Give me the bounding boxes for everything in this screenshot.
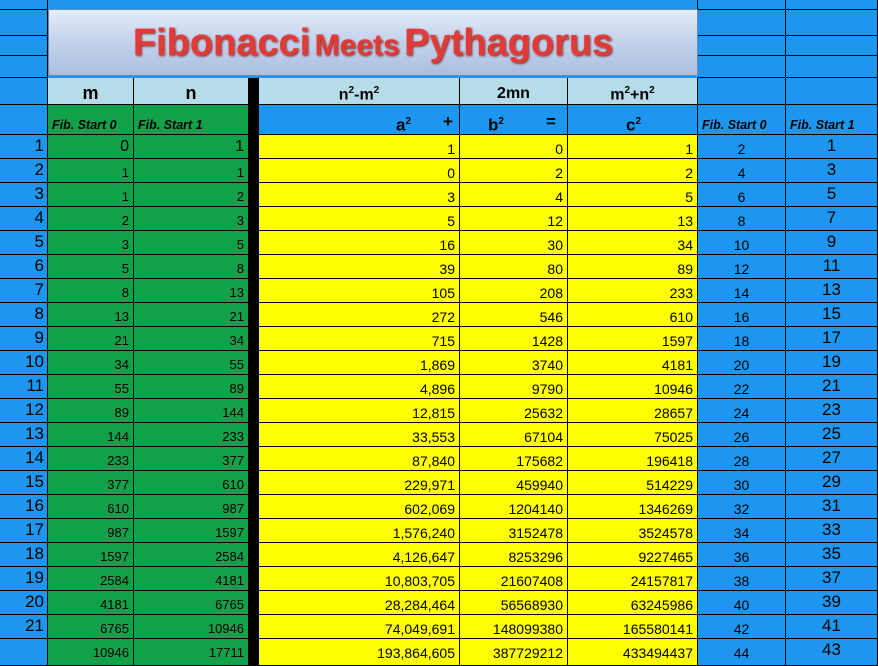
cell-n[interactable]: 987 <box>134 495 249 519</box>
formula-text: n <box>338 86 349 104</box>
header-b-formula[interactable]: 2mn <box>460 78 568 105</box>
cell-c-squared[interactable]: 28657 <box>568 399 698 423</box>
cell-m[interactable]: 144 <box>48 423 134 447</box>
cell-fib-start-0[interactable]: 30 <box>698 471 786 495</box>
title-banner[interactable] <box>48 9 698 76</box>
cell-a-squared[interactable]: 74,049,691 <box>259 615 460 639</box>
cell-fib-start-1[interactable]: 3 <box>786 159 878 183</box>
cell-a-squared[interactable]: 105 <box>259 279 460 303</box>
formula-text: m <box>610 86 625 104</box>
cell-a-squared[interactable]: 5 <box>259 207 460 231</box>
cell-fib-start-1[interactable]: 31 <box>786 495 878 519</box>
cell-c-squared[interactable]: 63245986 <box>568 591 698 615</box>
cell-fib-start-0[interactable]: 38 <box>698 567 786 591</box>
header-n[interactable]: n <box>134 78 249 105</box>
cell[interactable] <box>0 105 48 135</box>
cell-b-squared[interactable]: 4 <box>460 183 568 207</box>
cell-b-squared[interactable]: 56568930 <box>460 591 568 615</box>
cell-c-squared[interactable]: 3524578 <box>568 519 698 543</box>
cell-fib-start-1[interactable]: 9 <box>786 231 878 255</box>
cell-fib-start-0[interactable]: 40 <box>698 591 786 615</box>
cell-b-squared[interactable]: 3152478 <box>460 519 568 543</box>
cell-fib-start-1[interactable]: 7 <box>786 207 878 231</box>
cell-n[interactable]: 8 <box>134 255 249 279</box>
row-number[interactable]: 5 <box>0 231 48 255</box>
cell-fib-start-0[interactable]: 22 <box>698 375 786 399</box>
cell-fib-start-0[interactable]: 28 <box>698 447 786 471</box>
cell-b-squared[interactable]: 80 <box>460 255 568 279</box>
cell-fib-start-0[interactable]: 10 <box>698 231 786 255</box>
formula-text: +n <box>630 86 650 104</box>
title-word-meets: Meets <box>314 29 400 62</box>
formula-exp: 2 <box>649 85 655 96</box>
cell-fib-start-1[interactable]: 23 <box>786 399 878 423</box>
title-word-pythagorus: Pythagorus <box>404 22 614 64</box>
cell-m[interactable]: 89 <box>48 399 134 423</box>
cell-a-squared[interactable]: 10,803,705 <box>259 567 460 591</box>
cell-m[interactable]: 1 <box>48 159 134 183</box>
c-base: c <box>626 115 636 135</box>
cell[interactable] <box>786 78 878 105</box>
cell-a-squared[interactable]: 16 <box>259 231 460 255</box>
cell-fib-start-1[interactable]: 29 <box>786 471 878 495</box>
cell[interactable] <box>786 0 878 10</box>
row-number[interactable]: 10 <box>0 351 48 375</box>
cell-fib-start-1[interactable]: 39 <box>786 591 878 615</box>
cell-a-squared[interactable]: 1,576,240 <box>259 519 460 543</box>
formula-text: -m <box>354 86 374 104</box>
formula-exp: 2 <box>624 85 631 96</box>
cell-fib-start-1[interactable]: 25 <box>786 423 878 447</box>
cell-a-squared[interactable]: 12,815 <box>259 399 460 423</box>
cell-n[interactable]: 89 <box>134 375 249 399</box>
cell-n[interactable]: 55 <box>134 351 249 375</box>
cell-c-squared[interactable]: 165580141 <box>568 615 698 639</box>
row-number[interactable]: 16 <box>0 495 48 519</box>
cell-n[interactable]: 2584 <box>134 543 249 567</box>
cell-b-squared[interactable]: 25632 <box>460 399 568 423</box>
cell-a-squared[interactable]: 87,840 <box>259 447 460 471</box>
header-a-squared[interactable] <box>259 105 460 135</box>
c-squared-label <box>626 105 641 135</box>
cell-c-squared[interactable]: 13 <box>568 207 698 231</box>
cell-m[interactable]: 4181 <box>48 591 134 615</box>
a-base: a <box>396 115 406 135</box>
cell-c-squared[interactable]: 34 <box>568 231 698 255</box>
cell-c-squared[interactable]: 10946 <box>568 375 698 399</box>
row-number[interactable]: 3 <box>0 183 48 207</box>
cell-c-squared[interactable]: 75025 <box>568 423 698 447</box>
cell-fib-start-0[interactable]: 32 <box>698 495 786 519</box>
cell-c-squared[interactable]: 610 <box>568 303 698 327</box>
cell-a-squared[interactable]: 28,284,464 <box>259 591 460 615</box>
row-number[interactable]: 19 <box>0 567 48 591</box>
cell-m[interactable]: 233 <box>48 447 134 471</box>
cell-fib-start-0[interactable]: 26 <box>698 423 786 447</box>
cell-m[interactable]: 21 <box>48 327 134 351</box>
row-number[interactable]: 21 <box>0 615 48 639</box>
cell-c-squared[interactable]: 89 <box>568 255 698 279</box>
cell-a-squared[interactable]: 193,864,605 <box>259 639 460 666</box>
cell-fib-start-0[interactable]: 24 <box>698 399 786 423</box>
cell-a-squared[interactable]: 33,553 <box>259 423 460 447</box>
cell-a-squared[interactable]: 1 <box>259 135 460 159</box>
cell[interactable] <box>0 56 48 78</box>
cell-a-squared[interactable]: 39 <box>259 255 460 279</box>
cell[interactable] <box>786 10 878 36</box>
cell-m[interactable]: 10946 <box>48 639 134 666</box>
cell-fib-start-1[interactable]: 17 <box>786 327 878 351</box>
cell-c-squared[interactable]: 2 <box>568 159 698 183</box>
cell-m[interactable]: 1597 <box>48 543 134 567</box>
cell-c-squared[interactable]: 1346269 <box>568 495 698 519</box>
row-number[interactable]: 8 <box>0 303 48 327</box>
row-number[interactable]: 18 <box>0 543 48 567</box>
cell-b-squared[interactable]: 1428 <box>460 327 568 351</box>
header-b-squared[interactable] <box>460 105 568 135</box>
cell-n[interactable]: 10946 <box>134 615 249 639</box>
cell[interactable] <box>0 10 48 36</box>
cell-fib-start-0[interactable]: 36 <box>698 543 786 567</box>
formula-exp: 2 <box>373 85 380 96</box>
plus-sign: + <box>443 112 453 131</box>
row-number[interactable]: 13 <box>0 423 48 447</box>
cell-fib-start-0[interactable]: 8 <box>698 207 786 231</box>
cell-fib-start-1[interactable]: 27 <box>786 447 878 471</box>
cell-fib-start-1[interactable]: 13 <box>786 279 878 303</box>
cell-a-squared[interactable]: 602,069 <box>259 495 460 519</box>
row-number[interactable]: 1 <box>0 135 48 159</box>
cell-fib-start-0[interactable]: 20 <box>698 351 786 375</box>
cell-fib-start-0[interactable]: 14 <box>698 279 786 303</box>
c-exp: 2 <box>635 116 642 127</box>
cell[interactable] <box>0 0 48 10</box>
cell-b-squared[interactable]: 546 <box>460 303 568 327</box>
cell-c-squared[interactable]: 4181 <box>568 351 698 375</box>
row-number[interactable]: 6 <box>0 255 48 279</box>
a-squared-label <box>396 105 411 135</box>
cell-n[interactable]: 4181 <box>134 567 249 591</box>
cell-n[interactable]: 21 <box>134 303 249 327</box>
row-number[interactable] <box>0 639 48 666</box>
header-fib-start-1[interactable]: Fib. Start 1 <box>134 105 249 135</box>
header-m[interactable]: m <box>48 78 134 105</box>
cell-b-squared[interactable]: 67104 <box>460 423 568 447</box>
cell-fib-start-1[interactable]: 33 <box>786 519 878 543</box>
cell-n[interactable]: 233 <box>134 423 249 447</box>
cell-b-squared[interactable]: 21607408 <box>460 567 568 591</box>
row-number[interactable]: 7 <box>0 279 48 303</box>
column-separator <box>249 78 259 666</box>
b-squared-label <box>488 105 504 135</box>
cell-n[interactable]: 34 <box>134 327 249 351</box>
cell-a-squared[interactable]: 1,869 <box>259 351 460 375</box>
cell-a-squared[interactable]: 4,126,647 <box>259 543 460 567</box>
cell-n[interactable]: 17711 <box>134 639 249 666</box>
cell-c-squared[interactable]: 514229 <box>568 471 698 495</box>
cell-m[interactable]: 377 <box>48 471 134 495</box>
header-c-formula[interactable] <box>568 78 698 105</box>
cell[interactable] <box>698 56 786 78</box>
cell-a-squared[interactable]: 715 <box>259 327 460 351</box>
cell[interactable] <box>698 10 786 36</box>
cell-fib-start-0[interactable]: 6 <box>698 183 786 207</box>
cell-b-squared[interactable]: 148099380 <box>460 615 568 639</box>
cell-c-squared[interactable]: 24157817 <box>568 567 698 591</box>
cell-c-squared[interactable]: 1597 <box>568 327 698 351</box>
row-number[interactable]: 2 <box>0 159 48 183</box>
row-number[interactable]: 4 <box>0 207 48 231</box>
cell-c-squared[interactable]: 196418 <box>568 447 698 471</box>
cell[interactable] <box>698 36 786 56</box>
cell[interactable] <box>0 36 48 56</box>
cell-fib-start-1[interactable]: 43 <box>786 639 878 666</box>
cell-fib-start-0[interactable]: 16 <box>698 303 786 327</box>
cell-n[interactable]: 2 <box>134 183 249 207</box>
cell-c-squared[interactable]: 5 <box>568 183 698 207</box>
cell-fib-start-1[interactable]: 37 <box>786 567 878 591</box>
cell-c-squared[interactable]: 1 <box>568 135 698 159</box>
cell-a-squared[interactable]: 272 <box>259 303 460 327</box>
cell-m[interactable]: 3 <box>48 231 134 255</box>
cell-fib-start-0[interactable]: 18 <box>698 327 786 351</box>
cell-b-squared[interactable]: 0 <box>460 135 568 159</box>
cell-b-squared[interactable]: 30 <box>460 231 568 255</box>
cell-b-squared[interactable]: 2 <box>460 159 568 183</box>
cell-fib-start-1[interactable]: 41 <box>786 615 878 639</box>
cell-b-squared[interactable]: 8253296 <box>460 543 568 567</box>
a-exp: 2 <box>405 116 412 127</box>
cell-b-squared[interactable]: 175682 <box>460 447 568 471</box>
cell-n[interactable]: 1 <box>134 159 249 183</box>
row-number[interactable]: 12 <box>0 399 48 423</box>
cell-fib-start-1[interactable]: 35 <box>786 543 878 567</box>
cell-fib-start-0[interactable]: 34 <box>698 519 786 543</box>
row-number[interactable]: 20 <box>0 591 48 615</box>
cell-fib-start-1[interactable]: 5 <box>786 183 878 207</box>
cell-m[interactable]: 2 <box>48 207 134 231</box>
cell-b-squared[interactable]: 459940 <box>460 471 568 495</box>
cell-n[interactable]: 610 <box>134 471 249 495</box>
cell-fib-start-0[interactable]: 4 <box>698 159 786 183</box>
cell-fib-start-1[interactable]: 15 <box>786 303 878 327</box>
cell-fib-start-1[interactable]: 19 <box>786 351 878 375</box>
formula-exp: 2 <box>348 85 355 96</box>
cell-fib-start-1[interactable]: 11 <box>786 255 878 279</box>
cell-m[interactable]: 610 <box>48 495 134 519</box>
b-exp: 2 <box>498 116 504 127</box>
row-number[interactable]: 17 <box>0 519 48 543</box>
cell-n[interactable]: 144 <box>134 399 249 423</box>
cell-m[interactable]: 34 <box>48 351 134 375</box>
cell-a-squared[interactable]: 3 <box>259 183 460 207</box>
cell-n[interactable]: 6765 <box>134 591 249 615</box>
row-number[interactable]: 9 <box>0 327 48 351</box>
cell[interactable] <box>0 78 48 105</box>
header-a-formula[interactable] <box>259 78 460 105</box>
header-c-squared[interactable] <box>568 105 698 135</box>
title-text <box>133 22 613 65</box>
cell-n[interactable]: 1 <box>134 135 249 159</box>
cell-fib-start-0[interactable]: 2 <box>698 135 786 159</box>
cell-m[interactable]: 8 <box>48 279 134 303</box>
cell-b-squared[interactable]: 3740 <box>460 351 568 375</box>
cell-fib-start-1[interactable]: 21 <box>786 375 878 399</box>
cell-fib-start-1[interactable]: 1 <box>786 135 878 159</box>
cell-n[interactable]: 3 <box>134 207 249 231</box>
row-number[interactable]: 14 <box>0 447 48 471</box>
cell[interactable] <box>786 36 878 56</box>
cell[interactable] <box>698 78 786 105</box>
cell-m[interactable]: 2584 <box>48 567 134 591</box>
cell-n[interactable]: 5 <box>134 231 249 255</box>
cell-c-squared[interactable]: 433494437 <box>568 639 698 666</box>
cell-m[interactable]: 0 <box>48 135 134 159</box>
title-word-fibonacci: Fibonacci <box>132 22 311 64</box>
header-right-fib-start-0[interactable]: Fib. Start 0 <box>698 105 786 135</box>
cell-c-squared[interactable]: 9227465 <box>568 543 698 567</box>
cell-b-squared[interactable]: 9790 <box>460 375 568 399</box>
cell-b-squared[interactable]: 12 <box>460 207 568 231</box>
cell-c-squared[interactable]: 233 <box>568 279 698 303</box>
cell-a-squared[interactable]: 4,896 <box>259 375 460 399</box>
cell-fib-start-0[interactable]: 12 <box>698 255 786 279</box>
cell-fib-start-0[interactable]: 42 <box>698 615 786 639</box>
cell-m[interactable]: 987 <box>48 519 134 543</box>
cell-m[interactable]: 1 <box>48 183 134 207</box>
b-base: b <box>488 115 499 135</box>
cell[interactable] <box>786 56 878 78</box>
cell[interactable] <box>698 0 786 10</box>
cell-m[interactable]: 13 <box>48 303 134 327</box>
cell-a-squared[interactable]: 0 <box>259 159 460 183</box>
cell-a-squared[interactable]: 229,971 <box>259 471 460 495</box>
cell-b-squared[interactable]: 208 <box>460 279 568 303</box>
cell-m[interactable]: 55 <box>48 375 134 399</box>
cell-m[interactable]: 6765 <box>48 615 134 639</box>
row-number[interactable]: 11 <box>0 375 48 399</box>
cell-fib-start-0[interactable]: 44 <box>698 639 786 666</box>
header-fib-start-0[interactable]: Fib. Start 0 <box>48 105 134 135</box>
cell-n[interactable]: 377 <box>134 447 249 471</box>
header-right-fib-start-1[interactable]: Fib. Start 1 <box>786 105 878 135</box>
cell-b-squared[interactable]: 387729212 <box>460 639 568 666</box>
cell-n[interactable]: 13 <box>134 279 249 303</box>
cell-n[interactable]: 1597 <box>134 519 249 543</box>
cell-m[interactable]: 5 <box>48 255 134 279</box>
row-number[interactable]: 15 <box>0 471 48 495</box>
cell-b-squared[interactable]: 1204140 <box>460 495 568 519</box>
equals-sign: = <box>546 112 556 131</box>
